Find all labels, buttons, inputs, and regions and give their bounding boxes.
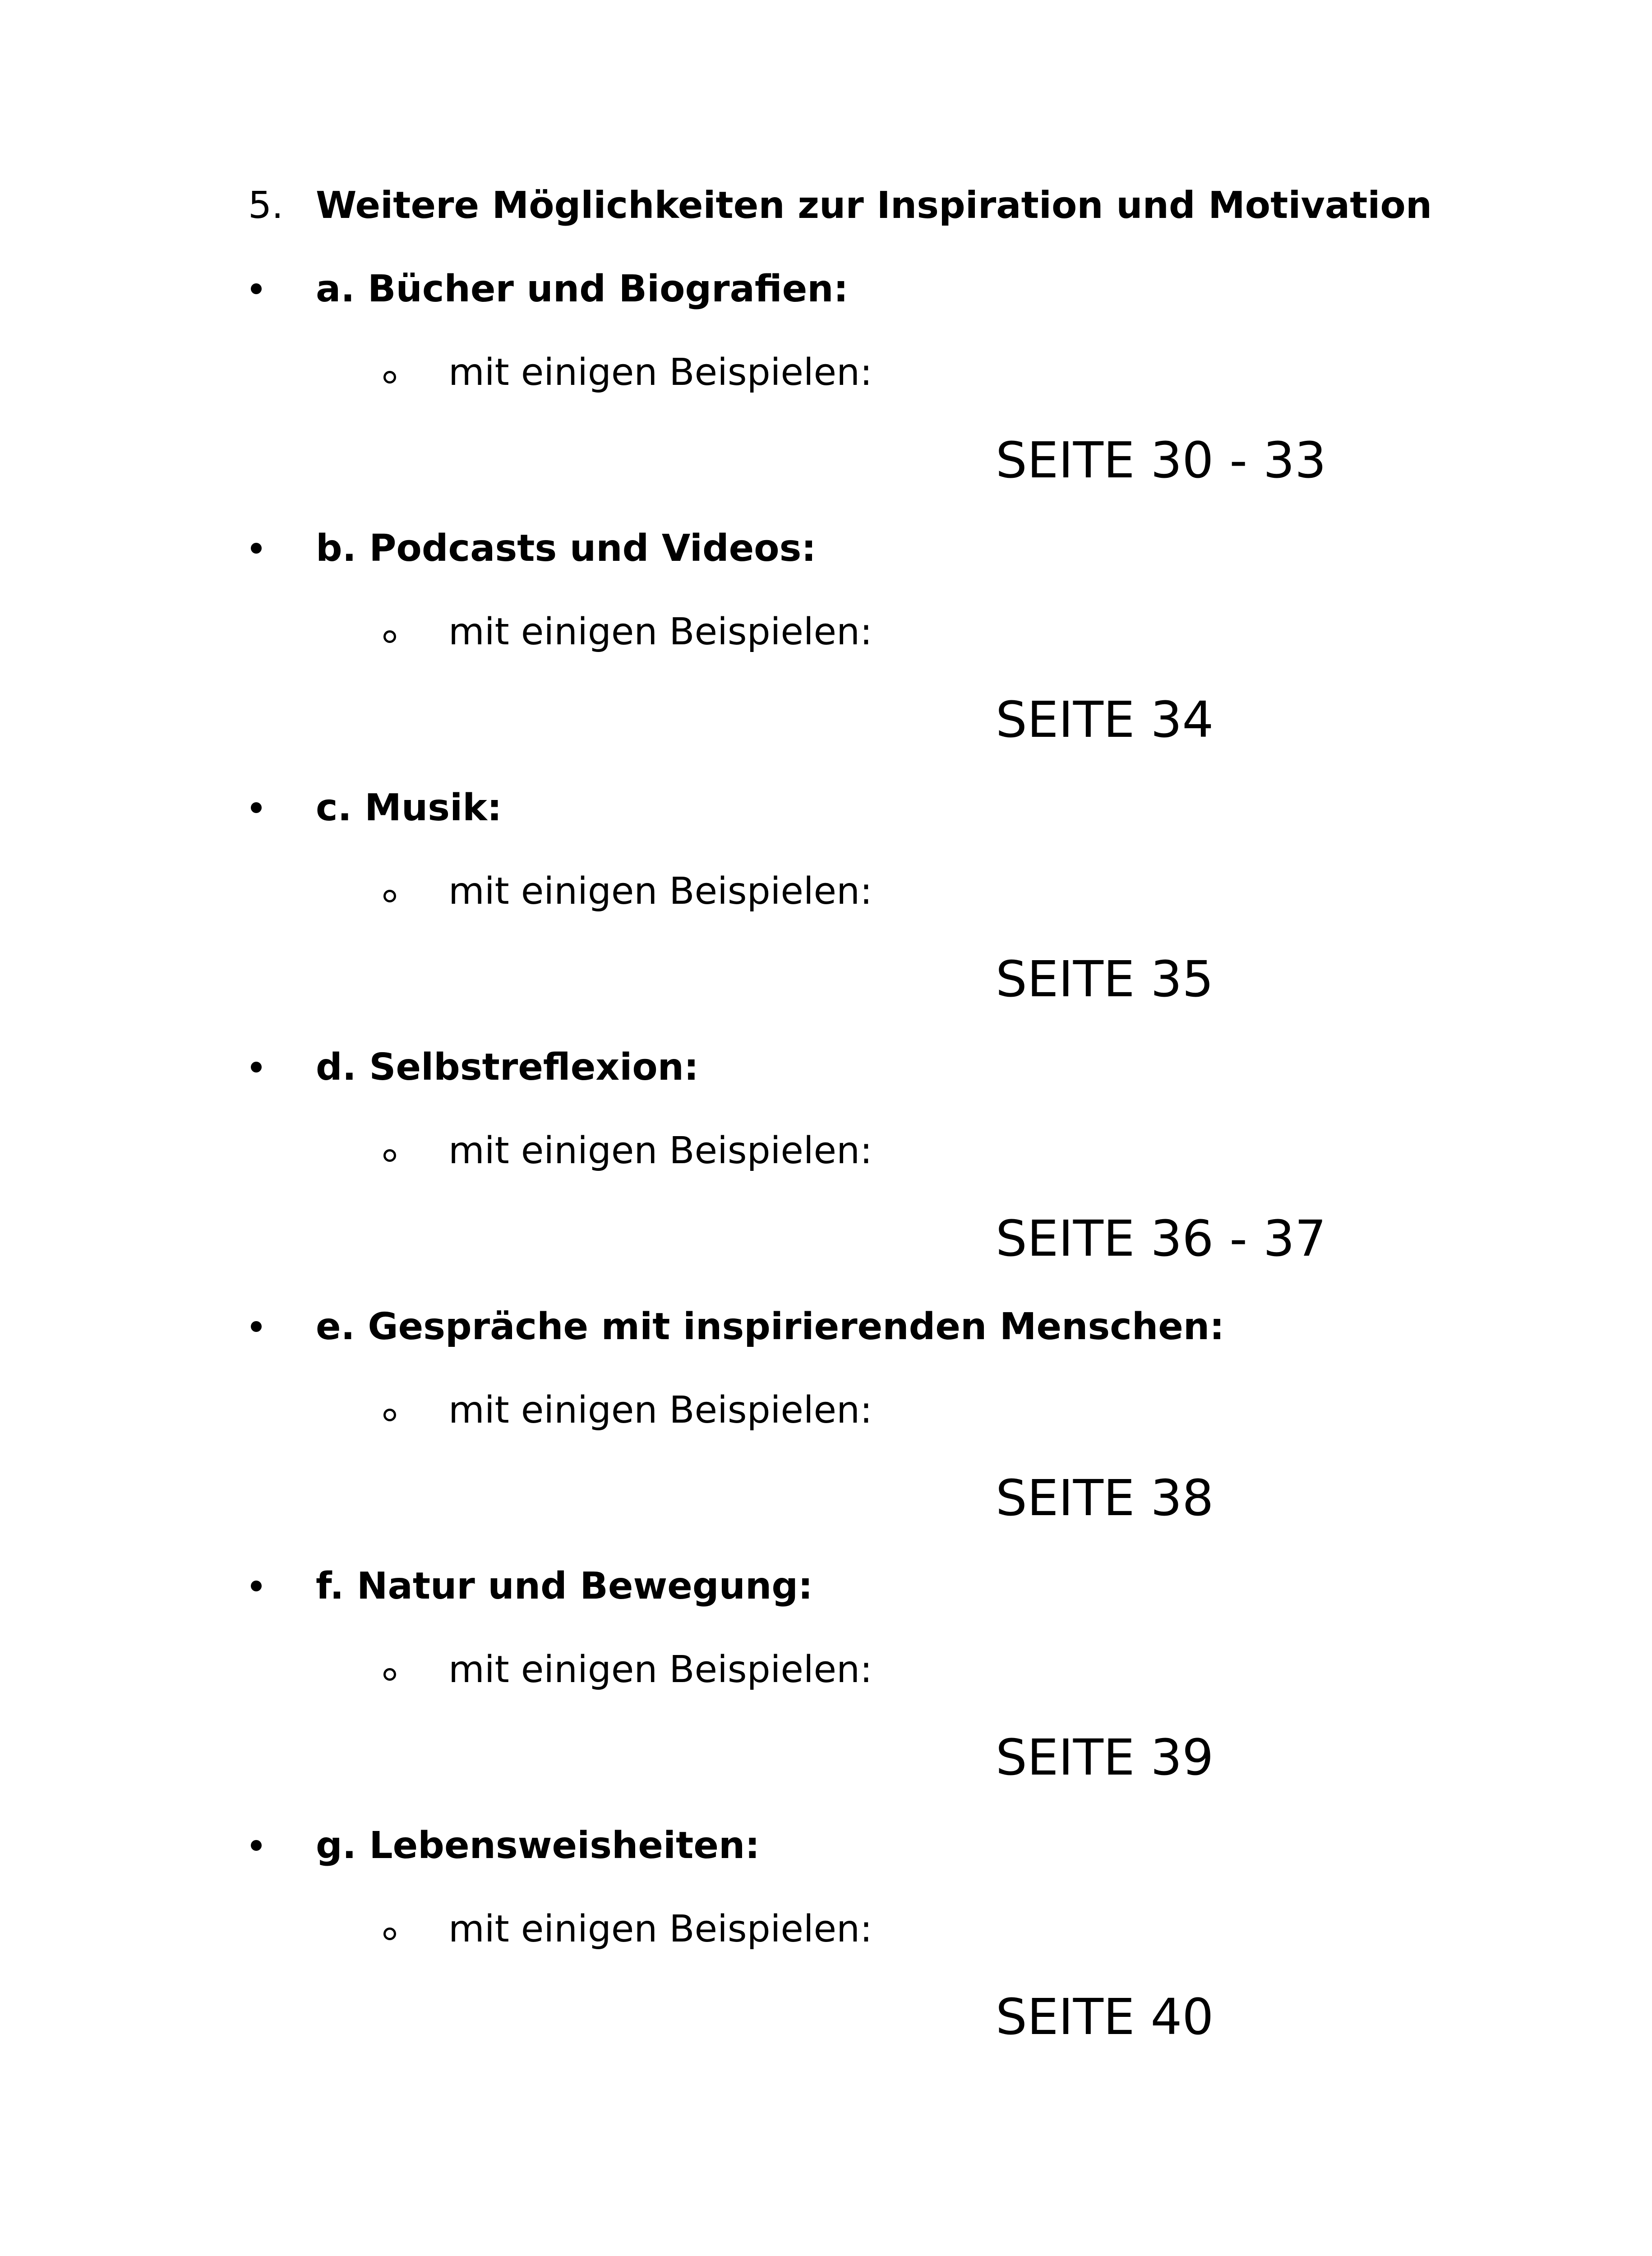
sub-bullet-item <box>383 1385 872 1435</box>
bullet-item <box>248 783 502 832</box>
list-item-wisdom <box>0 1821 1652 2080</box>
circle-bullet-icon <box>383 1928 396 1940</box>
page-reference: SEITE 38 <box>996 1469 1214 1527</box>
sub-bullet-item <box>383 347 872 397</box>
circle-bullet-icon <box>383 1409 396 1421</box>
page-reference: SEITE 30 - 33 <box>996 431 1326 489</box>
bullet-item <box>248 1302 1224 1351</box>
circle-bullet-icon <box>383 1149 396 1162</box>
page-reference: SEITE 36 - 37 <box>996 1210 1326 1267</box>
list-item-nature <box>0 1561 1652 1821</box>
item-label: g. Lebensweisheiten: <box>316 1824 760 1867</box>
bullet-dot-icon <box>251 802 262 813</box>
sub-item-label: mit einigen Beispielen: <box>448 351 872 394</box>
bullet-item <box>248 1561 813 1611</box>
list-item-books <box>0 264 1652 523</box>
sub-item-label: mit einigen Beispielen: <box>448 869 872 913</box>
circle-bullet-icon <box>383 890 396 902</box>
sub-bullet-item <box>383 1645 872 1694</box>
heading-title: Weitere Möglichkeiten zur Inspiration und Motivation <box>316 184 1432 227</box>
circle-bullet-icon <box>383 371 396 384</box>
item-label: d. Selbstreflexion: <box>316 1045 699 1089</box>
bullet-item <box>248 523 816 573</box>
section-heading <box>248 180 1432 230</box>
sub-item-label: mit einigen Beispielen: <box>448 1907 872 1951</box>
bullet-item <box>248 1821 760 1870</box>
sub-item-label: mit einigen Beispielen: <box>448 1388 872 1432</box>
bullet-dot-icon <box>251 1062 262 1073</box>
sub-bullet-item <box>383 866 872 916</box>
item-label: f. Natur und Bewegung: <box>316 1564 813 1608</box>
circle-bullet-icon <box>383 630 396 643</box>
sub-item-label: mit einigen Beispielen: <box>448 610 872 653</box>
page-reference: SEITE 40 <box>996 1988 1214 2046</box>
list-item-music <box>0 783 1652 1042</box>
sub-item-label: mit einigen Beispielen: <box>448 1648 872 1691</box>
page-reference: SEITE 35 <box>996 950 1214 1008</box>
list-item-podcasts <box>0 523 1652 783</box>
bullet-dot-icon <box>251 1321 262 1332</box>
sub-bullet-item <box>383 1126 872 1175</box>
page-reference: SEITE 39 <box>996 1729 1214 1786</box>
bullet-item <box>248 264 848 314</box>
item-label: c. Musik: <box>316 786 502 829</box>
bullet-item <box>248 1042 699 1092</box>
item-label: a. Bücher und Biografien: <box>316 267 849 310</box>
bullet-dot-icon <box>251 283 262 294</box>
sub-bullet-item <box>383 607 872 656</box>
heading-number: 5. <box>248 184 284 227</box>
list-item-self-reflection <box>0 1042 1652 1302</box>
item-label: e. Gespräche mit inspirierenden Menschen: <box>316 1305 1225 1348</box>
sub-item-label: mit einigen Beispielen: <box>448 1129 872 1172</box>
bullet-dot-icon <box>251 1581 262 1591</box>
list-item-conversations <box>0 1302 1652 1561</box>
sub-bullet-item <box>383 1904 872 1954</box>
bullet-dot-icon <box>251 1840 262 1851</box>
bullet-dot-icon <box>251 543 262 554</box>
item-label: b. Podcasts und Videos: <box>316 527 817 570</box>
page-reference: SEITE 34 <box>996 691 1214 749</box>
circle-bullet-icon <box>383 1668 396 1681</box>
